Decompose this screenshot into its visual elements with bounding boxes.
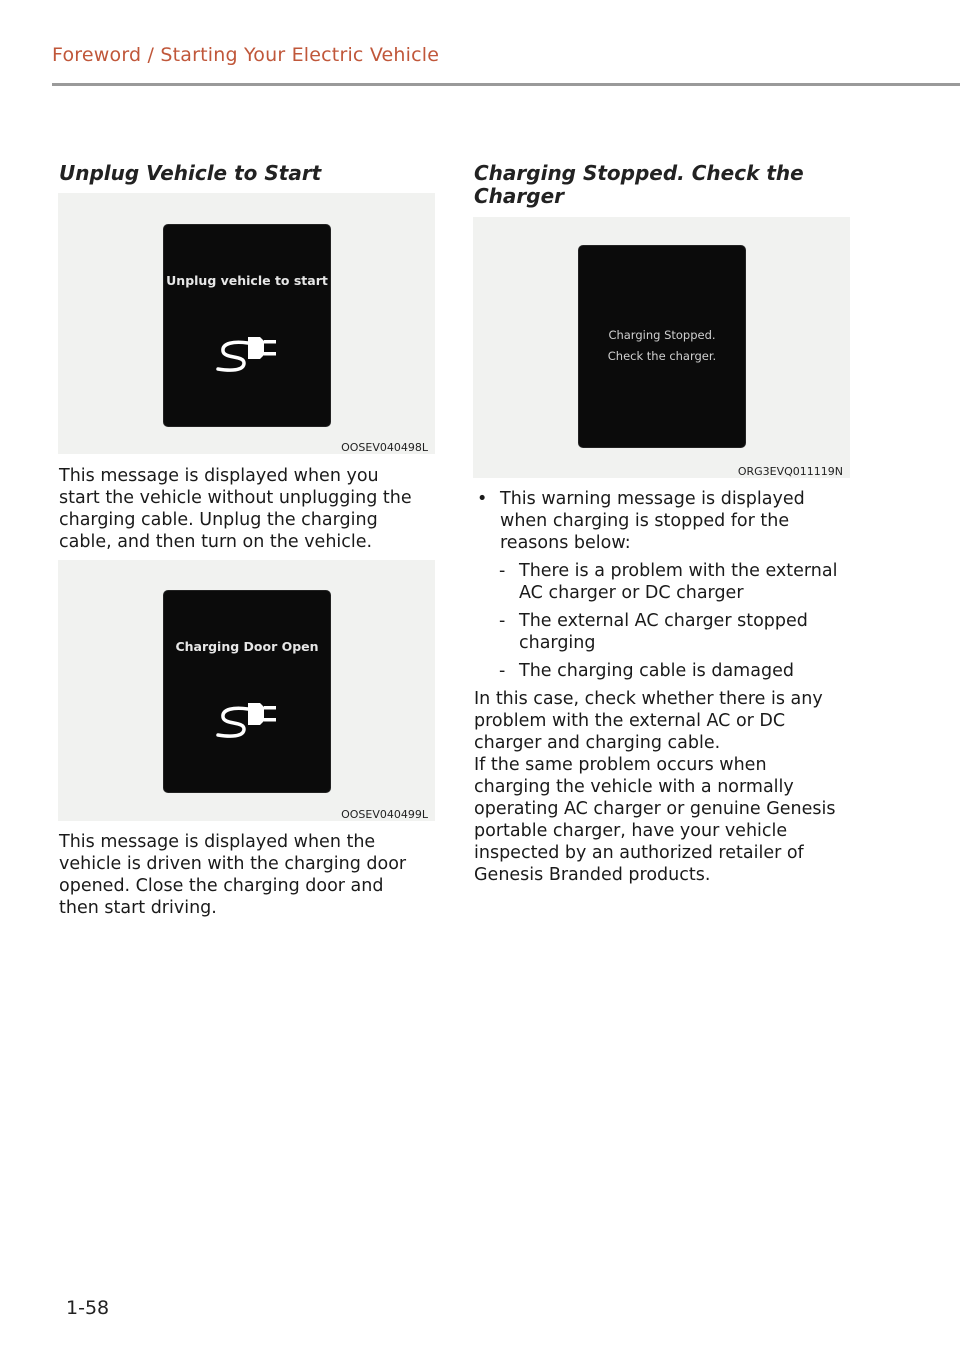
figure-unplug-vehicle <box>58 193 435 454</box>
charging-plug-icon <box>214 695 284 743</box>
text-line: The external AC charger stopped <box>519 611 808 631</box>
door-open-description <box>59 831 406 919</box>
figure-code: ORG3EVQ011119N <box>737 465 843 478</box>
text-line: charging <box>519 633 596 653</box>
figure-charging-stopped <box>473 217 850 478</box>
sub-item-text <box>519 560 837 604</box>
text-line: reasons below: <box>500 533 631 553</box>
charging-plug-icon <box>214 329 284 377</box>
unplug-description <box>59 465 412 553</box>
display-screen <box>578 245 746 448</box>
screen-message: Charging Door Open <box>175 639 319 654</box>
text-line: problem with the external AC or DC <box>474 711 786 731</box>
screen-message-line2: Check the charger. <box>607 349 717 363</box>
text-line: inspected by an authorized retailer of <box>474 843 804 863</box>
figure-code: OOSEV040499L <box>341 808 428 821</box>
text-line: Genesis Branded products. <box>474 865 711 885</box>
text-line: cable, and then turn on the vehicle. <box>59 532 373 552</box>
heading-line: Charger <box>474 184 565 208</box>
sub-item <box>499 610 859 654</box>
text-line: This message is displayed when the <box>59 832 376 852</box>
bullet-text <box>500 488 805 554</box>
screen-message: Unplug vehicle to start <box>166 273 328 288</box>
text-line: This warning message is displayed <box>500 489 805 509</box>
display-screen <box>163 224 331 427</box>
screen-message-line1: Charging Stopped. <box>608 328 716 342</box>
heading-line: Charging Stopped. Check the <box>474 161 804 185</box>
text-line: AC charger or DC charger <box>519 583 744 603</box>
text-line: charging the vehicle with a normally <box>474 777 794 797</box>
dash-mark: - <box>499 561 506 581</box>
bullet-item <box>474 488 854 554</box>
text-line: portable charger, have your vehicle <box>474 821 788 841</box>
sub-item <box>499 660 859 682</box>
sub-item <box>499 560 859 604</box>
text-line: charger and charging cable. <box>474 733 721 753</box>
display-screen <box>163 590 331 793</box>
text-line: then start driving. <box>59 898 217 918</box>
page-number: 1-58 <box>66 1297 110 1319</box>
text-line: when charging is stopped for the <box>500 511 790 531</box>
text-line: There is a problem with the external <box>519 561 838 581</box>
figure-charging-door-open <box>58 560 435 821</box>
text-line: In this case, check whether there is any <box>474 689 823 709</box>
header-rule <box>52 83 960 86</box>
text-line: The charging cable is damaged <box>519 661 794 681</box>
sub-item-text <box>519 610 808 654</box>
text-line: vehicle is driven with the charging door <box>59 854 407 874</box>
dash-mark: - <box>499 611 506 631</box>
text-line: operating AC charger or genuine Genesis <box>474 799 836 819</box>
charging-stopped-paragraph <box>474 688 835 886</box>
dash-mark: - <box>499 661 506 681</box>
header-title: Foreword / Starting Your Electric Vehicle <box>52 44 440 66</box>
text-line: opened. Close the charging door and <box>59 876 384 896</box>
text-line: This message is displayed when you <box>59 466 379 486</box>
section-heading-unplug: Unplug Vehicle to Start <box>59 161 322 185</box>
text-line: charging cable. Unplug the charging <box>59 510 378 530</box>
text-line: start the vehicle without unplugging the <box>59 488 412 508</box>
figure-code: OOSEV040498L <box>341 441 428 454</box>
section-heading-charging-stopped <box>474 162 804 208</box>
sub-item-text <box>519 660 794 682</box>
text-line: If the same problem occurs when <box>474 755 767 775</box>
bullet-mark: • <box>477 489 488 509</box>
